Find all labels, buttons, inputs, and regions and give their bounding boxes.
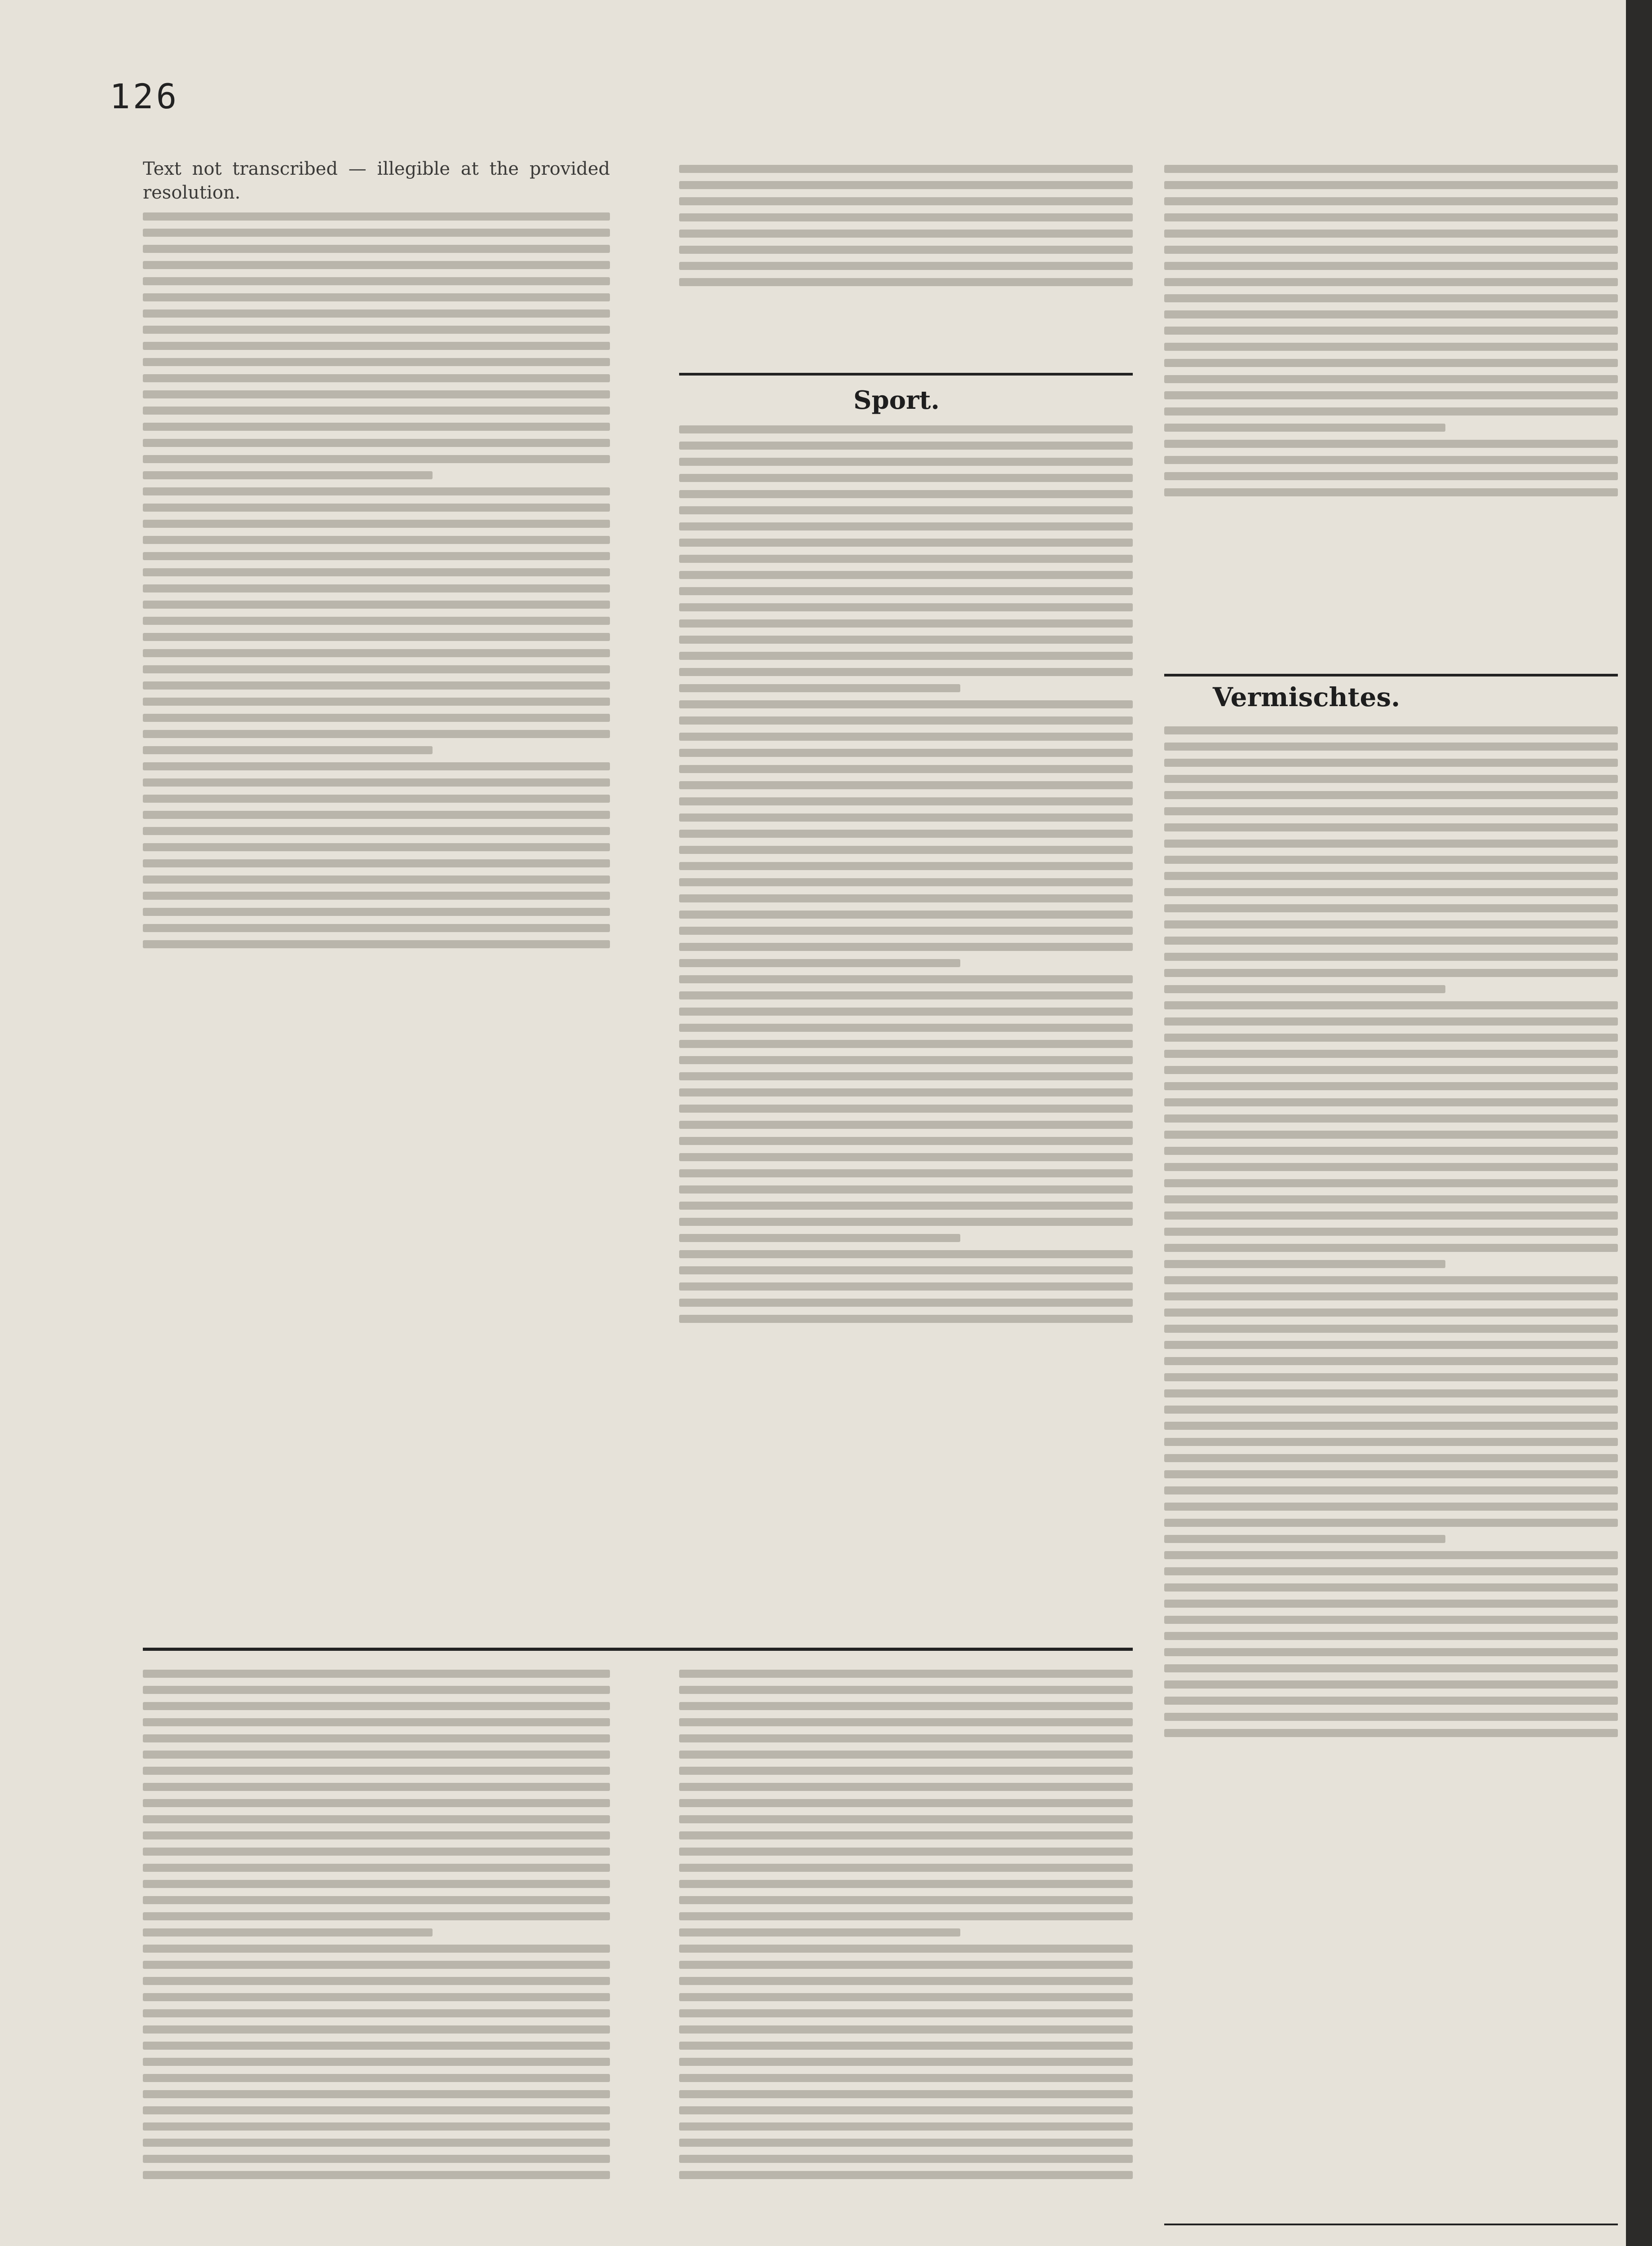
text-line-placeholder xyxy=(1164,1082,1618,1090)
vermischtes-heading: Vermischtes. xyxy=(1213,682,1400,712)
text-line-placeholder xyxy=(143,1848,610,1856)
text-line-placeholder xyxy=(1164,1325,1618,1333)
feuilleton-rule xyxy=(143,1648,1133,1651)
text-line-placeholder xyxy=(679,862,1133,870)
text-line-placeholder xyxy=(1164,1648,1618,1656)
text-line-placeholder xyxy=(143,1831,610,1839)
text-line-placeholder xyxy=(679,1040,1133,1048)
column-3-upper xyxy=(1164,157,1618,669)
text-line-placeholder xyxy=(679,2155,1133,2163)
text-line-placeholder xyxy=(143,390,610,398)
text-line-placeholder xyxy=(679,716,1133,725)
text-line-placeholder xyxy=(143,924,610,932)
text-line-placeholder xyxy=(679,230,1133,238)
text-line-placeholder xyxy=(679,700,1133,708)
text-line-placeholder xyxy=(679,1024,1133,1032)
text-line-placeholder xyxy=(679,1266,1133,1274)
text-line-placeholder xyxy=(143,407,610,415)
text-line-placeholder xyxy=(1164,1066,1618,1074)
text-line-placeholder xyxy=(1164,424,1445,432)
column-1-lower xyxy=(143,1662,610,2246)
text-line-placeholder xyxy=(1164,262,1618,270)
text-line-placeholder xyxy=(1164,197,1618,205)
text-line-placeholder xyxy=(1164,1567,1618,1575)
text-line-placeholder xyxy=(679,490,1133,498)
text-line-placeholder xyxy=(679,1734,1133,1742)
text-line-placeholder xyxy=(1164,343,1618,351)
text-line-placeholder xyxy=(143,827,610,835)
column-3-advertisement xyxy=(1164,2242,1618,2246)
text-line-placeholder xyxy=(1164,1341,1618,1349)
text-line-placeholder xyxy=(679,1202,1133,1210)
text-line-placeholder xyxy=(1164,1519,1618,1527)
sport-heading: Sport. xyxy=(853,385,940,415)
text-line-placeholder xyxy=(1164,1034,1618,1042)
text-line-placeholder xyxy=(143,423,610,431)
text-line-placeholder xyxy=(143,245,610,253)
text-line-placeholder xyxy=(143,1702,610,1710)
text-line-placeholder xyxy=(679,458,1133,466)
text-line-placeholder xyxy=(679,846,1133,854)
text-line-placeholder xyxy=(679,781,1133,789)
text-line-placeholder xyxy=(1164,1713,1618,1721)
text-line-placeholder xyxy=(1164,807,1618,815)
text-line-placeholder xyxy=(679,1799,1133,1807)
text-line-placeholder xyxy=(143,2155,610,2163)
column-2-upper xyxy=(679,157,1133,368)
text-line-placeholder xyxy=(143,487,610,495)
text-line-placeholder xyxy=(143,875,610,884)
text-line-placeholder xyxy=(1164,246,1618,254)
text-line-placeholder xyxy=(1164,1001,1618,1009)
text-line-placeholder xyxy=(679,1185,1133,1194)
text-line-placeholder xyxy=(679,1945,1133,1953)
text-line-placeholder xyxy=(679,684,960,692)
text-line-placeholder xyxy=(143,2139,610,2147)
text-line-placeholder xyxy=(1164,1583,1618,1592)
text-line-placeholder xyxy=(143,455,610,463)
text-line-placeholder xyxy=(143,2122,610,2131)
text-line-placeholder xyxy=(143,2009,610,2017)
text-line-placeholder xyxy=(1164,1664,1618,1672)
text-line-placeholder xyxy=(679,1218,1133,1226)
text-line-placeholder xyxy=(143,681,610,690)
text-line-placeholder xyxy=(143,762,610,770)
text-line-placeholder xyxy=(1164,791,1618,799)
text-line-placeholder xyxy=(1164,1503,1618,1511)
text-line-placeholder xyxy=(679,1815,1133,1823)
text-line-placeholder xyxy=(679,814,1133,822)
text-line-placeholder xyxy=(143,730,610,738)
text-line-placeholder xyxy=(143,1896,610,1904)
text-line-placeholder xyxy=(679,1008,1133,1016)
text-line-placeholder xyxy=(1164,1179,1618,1187)
text-line-placeholder xyxy=(679,425,1133,433)
text-line-placeholder xyxy=(1164,1470,1618,1478)
text-line-placeholder xyxy=(679,797,1133,805)
text-line-placeholder xyxy=(1164,1406,1618,1414)
text-line-placeholder xyxy=(143,261,610,269)
text-line-placeholder xyxy=(1164,181,1618,189)
text-line-placeholder xyxy=(1164,1389,1618,1397)
text-line-placeholder xyxy=(143,1961,610,1969)
text-line-placeholder xyxy=(679,2139,1133,2147)
column-1-upper xyxy=(143,157,610,1307)
text-line-placeholder xyxy=(1164,840,1618,848)
text-line-placeholder xyxy=(1164,1729,1618,1737)
vermischtes-rule xyxy=(1164,674,1618,676)
text-line-placeholder xyxy=(679,975,1133,983)
text-line-placeholder xyxy=(679,1848,1133,1856)
text-line-placeholder xyxy=(1164,969,1618,977)
text-line-placeholder xyxy=(679,1056,1133,1064)
text-line-placeholder xyxy=(679,911,1133,919)
text-line-placeholder xyxy=(1164,165,1618,173)
text-line-placeholder xyxy=(679,959,960,967)
text-line-placeholder xyxy=(1164,1163,1618,1171)
text-line-placeholder xyxy=(1164,1697,1618,1705)
text-line-placeholder xyxy=(679,1831,1133,1839)
text-line-placeholder xyxy=(679,2042,1133,2050)
text-line-placeholder xyxy=(143,649,610,657)
text-line-placeholder xyxy=(143,212,610,221)
text-line-placeholder xyxy=(143,536,610,544)
text-line-placeholder xyxy=(679,2122,1133,2131)
text-line-placeholder xyxy=(679,2058,1133,2066)
text-line-placeholder xyxy=(143,504,610,512)
text-line-placeholder xyxy=(679,2074,1133,2082)
text-line-placeholder xyxy=(1164,359,1618,367)
text-line-placeholder xyxy=(143,1686,610,1694)
text-line-placeholder xyxy=(143,2106,610,2114)
text-line-placeholder xyxy=(679,165,1133,173)
text-line-placeholder xyxy=(679,668,1133,676)
text-line-placeholder xyxy=(143,1912,610,1920)
text-line-placeholder xyxy=(143,2171,610,2179)
text-line-placeholder xyxy=(143,665,610,673)
text-line-placeholder xyxy=(143,568,610,576)
column-2-sport xyxy=(679,418,1133,1756)
text-line-placeholder xyxy=(679,442,1133,450)
text-line-placeholder xyxy=(679,1153,1133,1161)
text-line-placeholder xyxy=(679,1767,1133,1775)
text-line-placeholder xyxy=(1164,920,1618,928)
text-line-placeholder xyxy=(679,555,1133,563)
text-line-placeholder xyxy=(1164,1438,1618,1446)
text-line-placeholder xyxy=(679,1234,960,1242)
text-line-placeholder xyxy=(679,1961,1133,1969)
text-line-placeholder xyxy=(1164,440,1618,448)
text-line-placeholder xyxy=(1164,375,1618,383)
text-line-placeholder xyxy=(679,522,1133,531)
text-line-placeholder xyxy=(143,229,610,237)
text-line-placeholder xyxy=(1164,985,1445,993)
text-line-placeholder xyxy=(143,2025,610,2034)
text-line-placeholder xyxy=(143,439,610,447)
text-line-placeholder xyxy=(1164,872,1618,880)
text-line-placeholder xyxy=(679,1169,1133,1177)
text-line-placeholder xyxy=(679,246,1133,254)
text-line-placeholder xyxy=(679,1896,1133,1904)
text-line-placeholder xyxy=(143,908,610,916)
text-line-placeholder xyxy=(679,1880,1133,1888)
text-line-placeholder xyxy=(1164,278,1618,286)
text-line-placeholder xyxy=(143,326,610,334)
text-line-placeholder xyxy=(143,520,610,528)
text-line-placeholder xyxy=(143,277,610,285)
text-line-placeholder xyxy=(1164,1244,1618,1252)
text-line-placeholder xyxy=(679,652,1133,660)
text-line-placeholder xyxy=(143,471,433,479)
text-line-placeholder xyxy=(679,1702,1133,1710)
text-line-placeholder xyxy=(1164,1486,1618,1494)
text-line-placeholder xyxy=(679,619,1133,628)
text-line-placeholder xyxy=(679,539,1133,547)
text-line-placeholder xyxy=(1164,856,1618,864)
text-line-placeholder xyxy=(143,2058,610,2066)
column-3-vermischtes xyxy=(1164,719,1618,2237)
text-line-placeholder xyxy=(1164,726,1618,734)
text-line-placeholder xyxy=(679,181,1133,189)
text-line-placeholder xyxy=(1164,888,1618,896)
text-line-placeholder xyxy=(143,714,610,722)
text-line-placeholder xyxy=(1164,1454,1618,1462)
text-line-placeholder xyxy=(679,733,1133,741)
text-line-placeholder xyxy=(143,1928,433,1937)
text-line-placeholder xyxy=(679,1864,1133,1872)
text-line-placeholder xyxy=(679,878,1133,886)
text-line-placeholder xyxy=(143,811,610,819)
text-line-placeholder xyxy=(1164,327,1618,335)
text-line-placeholder xyxy=(679,1751,1133,1759)
text-line-placeholder xyxy=(143,698,610,706)
text-line-placeholder xyxy=(1164,1114,1618,1123)
text-line-placeholder xyxy=(679,1105,1133,1113)
text-line-placeholder xyxy=(143,584,610,592)
text-line-placeholder xyxy=(143,617,610,625)
text-line-placeholder xyxy=(1164,1050,1618,1058)
text-line-placeholder xyxy=(679,927,1133,935)
text-line-placeholder xyxy=(1164,1276,1618,1284)
text-line-placeholder xyxy=(679,197,1133,205)
text-line-placeholder xyxy=(1164,953,1618,961)
text-line-placeholder xyxy=(143,1799,610,1807)
text-line-placeholder xyxy=(1164,1195,1618,1203)
text-line-placeholder xyxy=(1164,1292,1618,1300)
column-2-lower xyxy=(679,1662,1133,2246)
text-line-placeholder xyxy=(679,765,1133,773)
text-line-placeholder xyxy=(143,1945,610,1953)
text-line-placeholder xyxy=(1164,1260,1445,1268)
text-line-placeholder xyxy=(1164,1616,1618,1624)
text-line-placeholder xyxy=(143,374,610,382)
text-line-placeholder xyxy=(679,2171,1133,2179)
text-line-placeholder xyxy=(1164,294,1618,302)
text-line-placeholder xyxy=(143,2074,610,2082)
text-line-placeholder xyxy=(143,293,610,301)
text-line-placeholder xyxy=(1164,1551,1618,1559)
text-line-placeholder xyxy=(143,552,610,560)
text-line-placeholder xyxy=(143,309,610,318)
text-line-placeholder xyxy=(143,859,610,867)
text-line-placeholder xyxy=(143,1751,610,1759)
text-line-placeholder xyxy=(1164,472,1618,480)
text-line-placeholder xyxy=(679,474,1133,482)
text-line-placeholder xyxy=(1164,310,1618,318)
text-line-placeholder xyxy=(679,571,1133,579)
text-line-placeholder xyxy=(1164,1422,1618,1430)
text-line-placeholder xyxy=(1164,1147,1618,1155)
text-line-placeholder xyxy=(1164,456,1618,464)
text-line-placeholder xyxy=(1164,407,1618,416)
text-line-placeholder xyxy=(679,1686,1133,1694)
text-line-placeholder xyxy=(679,2106,1133,2114)
text-line-placeholder xyxy=(679,262,1133,270)
text-line-placeholder xyxy=(679,2009,1133,2017)
text-line-placeholder xyxy=(679,603,1133,611)
text-line-placeholder xyxy=(679,506,1133,514)
text-line-placeholder xyxy=(143,601,610,609)
text-line-placeholder xyxy=(679,1718,1133,1726)
text-line-placeholder xyxy=(679,1072,1133,1080)
text-line-placeholder xyxy=(143,795,610,803)
text-line-placeholder xyxy=(679,1783,1133,1791)
text-line-placeholder xyxy=(143,843,610,851)
text-line-placeholder xyxy=(1164,937,1618,945)
text-line-placeholder xyxy=(1164,823,1618,831)
text-line-placeholder xyxy=(143,1767,610,1775)
text-line-placeholder xyxy=(679,1315,1133,1323)
text-line-placeholder xyxy=(679,2090,1133,2098)
text-line-placeholder xyxy=(1164,230,1618,238)
text-line-placeholder xyxy=(1164,1211,1618,1220)
text-line-placeholder xyxy=(143,1864,610,1872)
text-line-placeholder xyxy=(679,1299,1133,1307)
text-line-placeholder xyxy=(143,892,610,900)
text-line-placeholder xyxy=(679,1282,1133,1291)
text-line-placeholder xyxy=(143,1977,610,1985)
text-line-placeholder xyxy=(1164,213,1618,221)
text-line-placeholder xyxy=(143,1734,610,1742)
text-line-placeholder xyxy=(143,342,610,350)
scan-edge xyxy=(1626,0,1652,2246)
text-line-placeholder xyxy=(679,1088,1133,1096)
column-1-notice: Text not transcribed — illegible at the provided resolution. xyxy=(143,159,610,203)
text-line-placeholder xyxy=(1164,1357,1618,1365)
text-line-placeholder xyxy=(1164,1131,1618,1139)
text-line-placeholder xyxy=(1164,1017,1618,1026)
text-line-placeholder xyxy=(679,1121,1133,1129)
text-line-placeholder xyxy=(143,2042,610,2050)
text-line-placeholder xyxy=(143,1993,610,2001)
text-line-placeholder xyxy=(679,1250,1133,1258)
text-line-placeholder xyxy=(679,991,1133,999)
text-line-placeholder xyxy=(679,1928,960,1937)
text-line-placeholder xyxy=(143,1718,610,1726)
text-line-placeholder xyxy=(679,749,1133,757)
text-line-placeholder xyxy=(1164,775,1618,783)
text-line-placeholder xyxy=(1164,759,1618,767)
text-line-placeholder xyxy=(143,358,610,366)
advertisement-rule xyxy=(1164,2224,1618,2225)
text-line-placeholder xyxy=(679,1993,1133,2001)
text-line-placeholder xyxy=(143,2090,610,2098)
text-line-placeholder xyxy=(1164,1632,1618,1640)
text-line-placeholder xyxy=(679,830,1133,838)
text-line-placeholder xyxy=(679,636,1133,644)
text-line-placeholder xyxy=(143,778,610,787)
text-line-placeholder xyxy=(1164,1535,1445,1543)
text-line-placeholder xyxy=(679,1137,1133,1145)
text-line-placeholder xyxy=(679,1912,1133,1920)
column-2-rule xyxy=(679,373,1133,376)
page-number: 126 xyxy=(110,76,180,116)
text-line-placeholder xyxy=(1164,1098,1618,1106)
text-line-placeholder xyxy=(679,1977,1133,1985)
text-line-placeholder xyxy=(679,1670,1133,1678)
text-line-placeholder xyxy=(1164,1228,1618,1236)
text-line-placeholder xyxy=(679,587,1133,595)
text-line-placeholder xyxy=(1164,904,1618,912)
text-line-placeholder xyxy=(143,1880,610,1888)
text-line-placeholder xyxy=(143,633,610,641)
text-line-placeholder xyxy=(143,1815,610,1823)
text-line-placeholder xyxy=(143,940,610,948)
text-line-placeholder xyxy=(1164,1373,1618,1381)
text-line-placeholder xyxy=(679,213,1133,221)
text-line-placeholder xyxy=(1164,1680,1618,1689)
text-line-placeholder xyxy=(1164,743,1618,751)
text-line-placeholder xyxy=(1164,488,1618,496)
text-line-placeholder xyxy=(679,943,1133,951)
text-line-placeholder xyxy=(679,2025,1133,2034)
text-line-placeholder xyxy=(143,746,433,754)
text-line-placeholder xyxy=(1164,1309,1618,1317)
text-line-placeholder xyxy=(143,1670,610,1678)
text-line-placeholder xyxy=(679,278,1133,286)
text-line-placeholder xyxy=(1164,391,1618,399)
text-line-placeholder xyxy=(1164,1600,1618,1608)
text-line-placeholder xyxy=(679,894,1133,902)
text-line-placeholder xyxy=(143,1783,610,1791)
